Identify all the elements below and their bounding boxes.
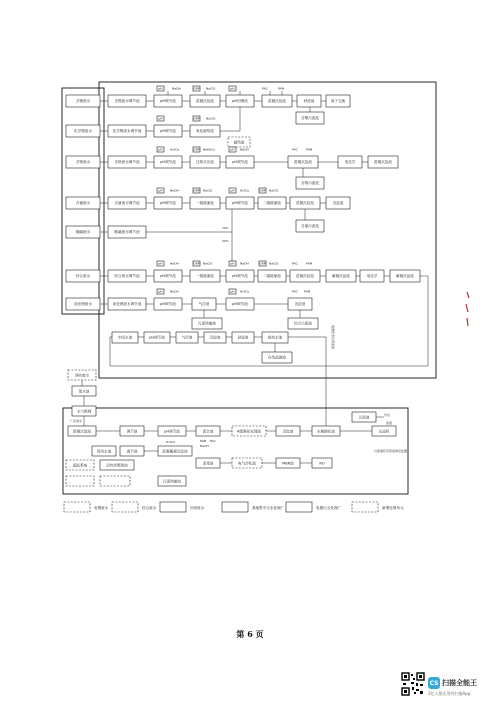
svg-text:一级破氰池: 一级破氰池: [196, 201, 214, 205]
svg-text:ORP: ORP: [259, 188, 266, 193]
svg-text:离子交换: 离子交换: [330, 99, 346, 103]
svg-text:化学镍废水调节池: 化学镍废水调节池: [112, 129, 142, 133]
lower-system: [66, 370, 407, 486]
svg-text:混凝絮凝沉淀池: 混凝絮凝沉淀池: [162, 449, 188, 454]
svg-text:NaOH: NaOH: [240, 261, 249, 266]
svg-text:混凝沉淀池: 混凝沉淀池: [374, 160, 392, 164]
svg-text:H₂SO₄: H₂SO₄: [240, 289, 249, 294]
svg-text:混凝沉淀池: 混凝沉淀池: [296, 201, 314, 205]
svg-text:H₂SO₄: H₂SO₄: [240, 188, 249, 193]
svg-text:砂滤池: 砂滤池: [303, 99, 315, 103]
svg-text:pH调节池: pH调节池: [232, 302, 248, 306]
svg-text:PAM: PAM: [306, 261, 313, 266]
svg-text:MBR池: MBR池: [282, 461, 294, 466]
svg-text:气浮池: 气浮池: [181, 335, 193, 340]
svg-text:混凝沉淀池: 混凝沉淀池: [196, 99, 214, 103]
svg-text:污泥浓缩池: 污泥浓缩池: [163, 479, 181, 484]
svg-text:含氰污泥池: 含氰污泥池: [301, 224, 319, 228]
svg-text:NaOH: NaOH: [240, 147, 249, 152]
svg-text:pH: pH: [158, 86, 163, 91]
svg-text:pH调节池: pH调节池: [160, 160, 176, 164]
svg-text:调节池: 调节池: [126, 449, 138, 454]
svg-text:酸碱废水调节池: 酸碱废水调节池: [114, 230, 140, 234]
svg-text:超滤系统: 超滤系统: [72, 463, 88, 468]
svg-text:污泥池: 污泥池: [358, 415, 370, 420]
svg-text:70%: 70%: [222, 226, 229, 230]
svg-text:浓液: 浓液: [386, 421, 393, 425]
svg-text:沉淀池: 沉淀池: [294, 302, 306, 306]
svg-text:新增处理单元: 新增处理单元: [382, 506, 404, 510]
svg-text:NaOH: NaOH: [170, 188, 179, 193]
svg-text:ORP: ORP: [193, 116, 200, 121]
camscanner-icon: CS: [428, 677, 440, 689]
svg-text:pH: pH: [158, 147, 163, 152]
svg-text:沉淀池: 沉淀池: [332, 201, 344, 205]
svg-text:pH调节池: pH调节池: [160, 201, 176, 205]
svg-text:pH调节池: pH调节池: [232, 160, 248, 164]
svg-text:基地集中污水处理厂: 基地集中污水处理厂: [252, 506, 285, 510]
source-label: 含铬废水: [75, 160, 91, 164]
svg-text:pH: pH: [230, 188, 235, 193]
qr-code-icon: [401, 672, 425, 696]
svg-text:含镍废水调节池: 含镍废水调节池: [114, 99, 140, 103]
svg-text:pH调节池: pH调节池: [160, 129, 176, 133]
svg-text:电化学: 电化学: [366, 274, 378, 278]
svg-text:H₂SO₄: H₂SO₄: [170, 147, 179, 152]
svg-text:H₂SO₄: H₂SO₄: [166, 440, 175, 444]
svg-text:在线监测池: 在线监测池: [268, 355, 286, 360]
svg-text:pH: pH: [230, 86, 235, 91]
svg-text:NaClO: NaClO: [203, 261, 213, 266]
row-chemical-nickel: [100, 107, 324, 147]
svg-text:综合废水: 综合废水: [142, 506, 157, 510]
svg-text:ORP: ORP: [193, 188, 200, 193]
row-comprehensive: [100, 261, 420, 282]
svg-text:ORP: ORP: [259, 261, 266, 266]
source-label: 化学镍废水: [74, 129, 92, 133]
svg-text:污泥浓缩池: 污泥浓缩池: [198, 321, 216, 326]
svg-text:水解酸化池: 水解酸化池: [317, 429, 335, 434]
svg-text:pH: pH: [230, 289, 235, 294]
svg-text:含铬污泥池: 含铬污泥池: [301, 181, 319, 185]
svg-text:还原反应池: 还原反应池: [196, 160, 214, 164]
svg-text:pH: pH: [158, 261, 163, 266]
row-chromium: [100, 147, 398, 189]
svg-text:ORP: ORP: [193, 86, 200, 91]
svg-text:pH回调池: pH回调池: [232, 99, 248, 103]
svg-text:二级破氰池: 二级破氰池: [263, 201, 281, 205]
svg-text:含氰废水调节池: 含氰废水调节池: [114, 201, 140, 205]
svg-text:NaOH: NaOH: [170, 289, 179, 294]
row-acid-base: [100, 209, 235, 266]
svg-text:PAC: PAC: [292, 261, 298, 266]
svg-text:电镀污水处理厂: 电镀污水处理厂: [316, 506, 342, 510]
svg-text:砂滤池: 砂滤池: [237, 335, 249, 340]
svg-text:NaClO: NaClO: [206, 86, 216, 91]
svg-text:PAM: PAM: [278, 86, 285, 91]
svg-text:PAC: PAC: [292, 289, 298, 294]
svg-text:ORP: ORP: [193, 147, 200, 152]
svg-text:pH: pH: [230, 261, 235, 266]
svg-text:混凝沉淀池: 混凝沉淀池: [73, 429, 91, 434]
svg-text:PAM: PAM: [306, 147, 313, 152]
svg-text:30%: 30%: [222, 239, 229, 243]
svg-text:回用水池: 回用水池: [96, 449, 112, 454]
svg-text:PAM: PAM: [304, 289, 311, 294]
svg-text:NaClO: NaClO: [269, 188, 279, 193]
source-label: 含氰废水: [75, 201, 91, 205]
svg-text:PAM: PAM: [200, 439, 207, 443]
svg-text:水力筛网: 水力筛网: [76, 409, 92, 414]
svg-text:污泥委托有资质单位处置: 污泥委托有资质单位处置: [374, 449, 408, 453]
svg-text:沉淀池: 沉淀池: [282, 429, 294, 434]
svg-text:混合池: 混合池: [202, 429, 214, 434]
row-intermediate: [112, 325, 336, 420]
svg-text:广区排水: 广区排水: [70, 419, 83, 423]
svg-text:pH: pH: [158, 116, 163, 121]
svg-text:排放水池: 排放水池: [267, 335, 283, 340]
svg-text:絮凝沉淀池: 絮凝沉淀池: [396, 274, 414, 278]
scanner-slogan: 3亿人都在用的扫描App: [428, 691, 471, 696]
svg-text:中间水池: 中间水池: [117, 335, 133, 340]
svg-text:NaClO: NaClO: [206, 116, 216, 121]
svg-text:氧化破络池: 氧化破络池: [196, 129, 214, 133]
svg-text:集水池: 集水池: [78, 389, 90, 394]
svg-text:前处理废水调节池: 前处理废水调节池: [112, 302, 142, 306]
svg-text:消毒池: 消毒池: [202, 461, 214, 466]
svg-text:pH调节池: pH调节池: [160, 99, 176, 103]
svg-text:外运: 外运: [384, 413, 391, 417]
svg-text:二级破氰池: 二级破氰池: [263, 274, 281, 278]
source-label: 含镍废水: [75, 99, 91, 103]
svg-text:pH调节池: pH调节池: [232, 201, 248, 205]
svg-text:pH调节池: pH调节池: [149, 335, 165, 340]
svg-text:pH: pH: [158, 289, 163, 294]
svg-text:电气浮化池: 电气浮化池: [238, 461, 256, 466]
svg-text:综合废水调节池: 综合废水调节池: [114, 274, 140, 278]
svg-text:NaOH: NaOH: [170, 261, 179, 266]
svg-text:回收废水: 回收废水: [74, 373, 90, 378]
svg-text:一级破氰池: 一级破氰池: [196, 274, 214, 278]
svg-text:pH: pH: [158, 188, 163, 193]
scanner-name: 扫描全能王: [442, 679, 477, 687]
svg-text:NaClO: NaClO: [269, 261, 279, 266]
svg-text:絮凝沉淀池: 絮凝沉淀池: [332, 274, 350, 278]
svg-text:回用废水: 回用废水: [190, 506, 205, 510]
svg-text:PAC: PAC: [210, 439, 216, 443]
svg-text:NaHSO₃: NaHSO₃: [203, 147, 215, 152]
svg-text:NaClO: NaClO: [203, 188, 213, 193]
svg-text:NaOH: NaOH: [172, 86, 181, 91]
svg-text:混凝沉淀池: 混凝沉淀池: [294, 160, 312, 164]
svg-text:PAC: PAC: [262, 86, 268, 91]
svg-text:气浮池: 气浮池: [198, 302, 210, 306]
svg-text:沉淀池: 沉淀池: [209, 335, 221, 340]
svg-text:NaOH: NaOH: [200, 444, 209, 448]
legend: [64, 502, 404, 512]
red-margin-marks: [466, 292, 469, 326]
source-label: 前处理废水: [74, 302, 92, 306]
row-pretreatment: [100, 289, 318, 329]
svg-text:pH调节池: pH调节池: [164, 429, 180, 434]
svg-text:压滤机: 压滤机: [378, 429, 390, 434]
svg-text:混凝沉淀池: 混凝沉淀池: [296, 274, 314, 278]
page-number: 第 6 页: [236, 629, 264, 639]
source-label: 酸碱废水: [75, 230, 91, 234]
svg-text:ORP: ORP: [193, 261, 200, 266]
svg-text:综合污泥池: 综合污泥池: [294, 321, 312, 326]
svg-text:pH: pH: [230, 147, 235, 152]
row-nickel: [100, 86, 350, 107]
svg-text:含镍污泥池: 含镍污泥池: [301, 116, 319, 120]
svg-text:PAC: PAC: [292, 147, 298, 152]
svg-text:RO: RO: [319, 461, 325, 466]
svg-text:pH调节池: pH调节池: [160, 302, 176, 306]
svg-text:pH调节池: pH调节池: [160, 274, 176, 278]
svg-text:含铬废水调节池: 含铬废水调节池: [114, 160, 140, 164]
svg-text:混凝沉淀池: 混凝沉淀池: [268, 99, 286, 103]
svg-text:pH调节池: pH调节池: [232, 274, 248, 278]
svg-text:电镀废水: 电镀废水: [94, 506, 109, 510]
svg-text:活性炭吸附池: 活性炭吸附池: [106, 463, 128, 468]
svg-text:电镀废水处理系统: 电镀废水处理系统: [331, 325, 335, 350]
scanner-logo: [428, 676, 500, 690]
source-boxes: [66, 95, 100, 310]
svg-text:A级强化处理池: A级强化处理池: [236, 429, 262, 434]
svg-text:电化学: 电化学: [344, 160, 356, 164]
svg-text:破络池: 破络池: [233, 140, 245, 145]
svg-text:调节池: 调节池: [126, 429, 138, 434]
source-label: 综合废水: [75, 274, 91, 278]
